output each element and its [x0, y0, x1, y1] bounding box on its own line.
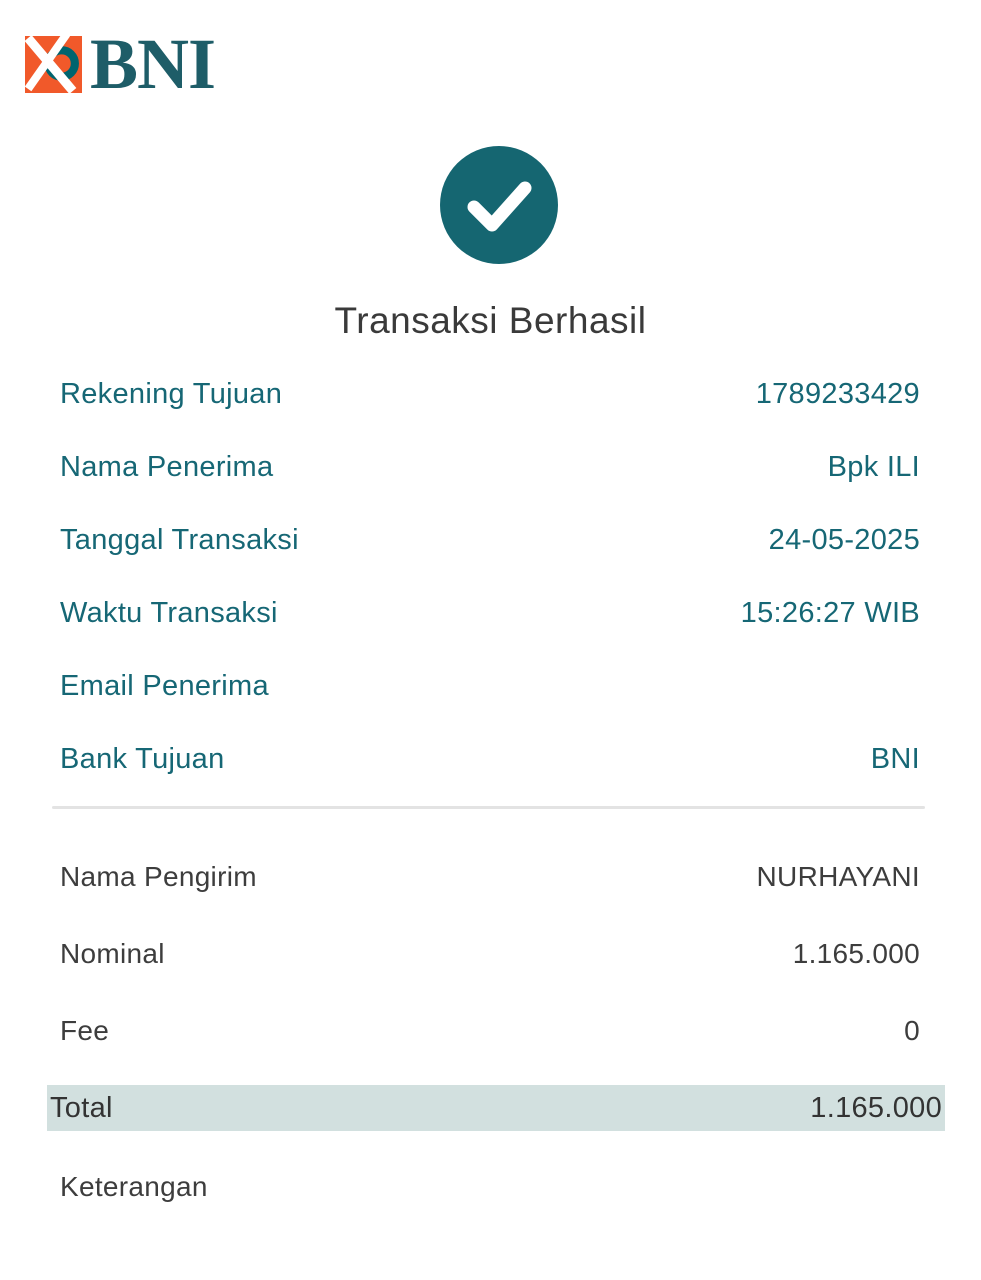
row-waktu-transaksi	[60, 577, 920, 650]
transaction-summary	[50, 838, 942, 1225]
row-value: 1.165.000	[810, 1091, 942, 1124]
row-email-penerima	[60, 650, 920, 723]
row-label: Total	[50, 1091, 113, 1124]
success-check-icon	[440, 146, 558, 264]
row-label: Keterangan	[60, 1170, 208, 1202]
row-fee	[60, 992, 920, 1069]
bni-wordmark: BNI	[90, 24, 216, 104]
transaction-details	[60, 358, 920, 796]
row-value: 0	[904, 1014, 920, 1046]
row-value: 1789233429	[755, 378, 920, 410]
bni-logo	[25, 24, 216, 104]
row-value: 24-05-2025	[768, 524, 920, 556]
row-bank-tujuan	[60, 723, 920, 796]
row-label: Email Penerima	[60, 670, 269, 702]
row-label: Nama Pengirim	[60, 860, 257, 892]
row-value: 15:26:27 WIB	[740, 597, 920, 629]
row-value: NURHAYANI	[756, 860, 920, 892]
row-nama-pengirim	[60, 838, 920, 915]
row-label: Nama Penerima	[60, 451, 274, 483]
row-label: Bank Tujuan	[60, 743, 225, 775]
row-nominal	[60, 915, 920, 992]
bni-sail-logo-icon	[25, 36, 82, 93]
row-nama-penerima	[60, 431, 920, 504]
row-tanggal-transaksi	[60, 504, 920, 577]
row-value: 1.165.000	[792, 937, 920, 969]
row-rekening-tujuan	[60, 358, 920, 431]
row-label: Fee	[60, 1014, 110, 1046]
row-value: BNI	[870, 743, 920, 775]
page-title: Transaksi Berhasil	[334, 300, 647, 341]
section-divider	[52, 806, 925, 809]
row-value: Bpk ILI	[827, 451, 920, 483]
row-total	[47, 1085, 945, 1131]
row-label: Tanggal Transaksi	[60, 524, 299, 556]
row-label: Nominal	[60, 937, 165, 969]
row-keterangan	[60, 1148, 920, 1225]
row-label: Waktu Transaksi	[60, 597, 278, 629]
row-label: Rekening Tujuan	[60, 378, 283, 410]
